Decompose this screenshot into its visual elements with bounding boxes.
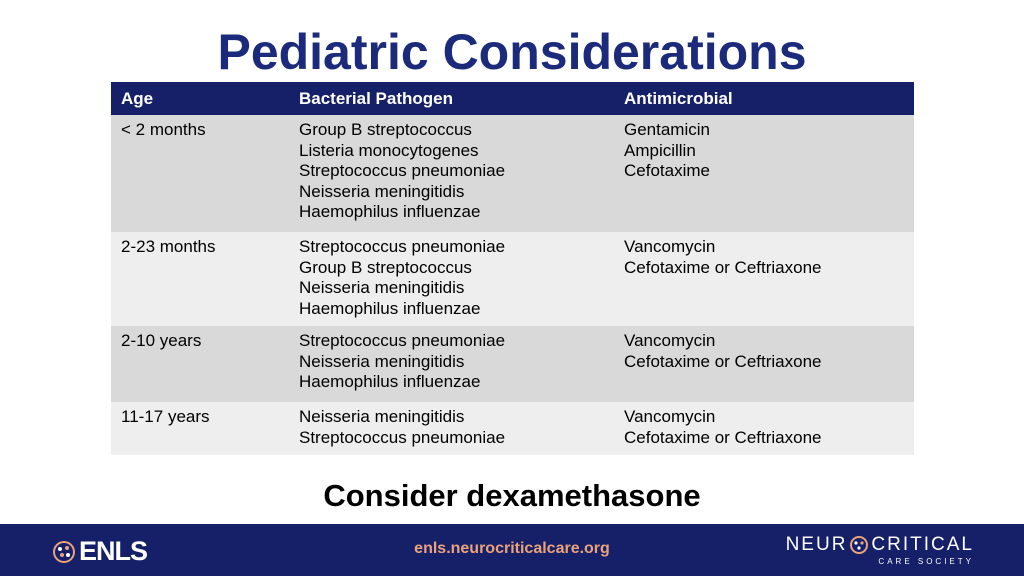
table-row	[111, 115, 914, 232]
antimicrobial-item: Gentamicin	[624, 120, 710, 139]
enls-logo-text: ENLS	[79, 536, 148, 566]
antimicrobial-item: Cefotaxime	[624, 161, 710, 180]
table-header-row	[111, 82, 914, 115]
pathogen-item: Haemophilus influenzae	[299, 298, 481, 318]
pathogen-item: Listeria monocytogenes	[299, 140, 479, 160]
header-antimicrobial: Antimicrobial	[614, 82, 914, 115]
antimicrobial-item: Ampicillin	[624, 140, 696, 160]
header-pathogen: Bacterial Pathogen	[289, 82, 614, 115]
antimicrobial-item: Cefotaxime or Ceftriaxone	[624, 257, 822, 277]
antimicrobial-item: Vancomycin	[624, 237, 716, 256]
antimicrobial-item: Cefotaxime or Ceftriaxone	[624, 351, 822, 371]
footer-url[interactable]: enls.neurocriticalcare.org	[414, 540, 610, 557]
pathogen-item: Neisseria meningitidis	[299, 407, 465, 426]
antimicrobial-item: Vancomycin	[624, 407, 716, 426]
pathogen-item: Group B streptococcus	[299, 257, 472, 277]
pathogen-item: Haemophilus influenzae	[299, 372, 481, 391]
antimicrobial-cell	[614, 232, 914, 326]
pathogen-cell	[289, 326, 614, 402]
table-row	[111, 232, 914, 326]
pathogen-item: Group B streptococcus	[299, 120, 472, 139]
pediatric-table	[111, 82, 914, 455]
age-cell: < 2 months	[121, 120, 206, 139]
age-cell: 11-17 years	[121, 407, 210, 426]
pathogen-cell	[289, 232, 614, 326]
antimicrobial-cell	[614, 326, 914, 402]
slide-title: Pediatric Considerations	[217, 24, 807, 80]
pathogen-item: Neisseria meningitidis	[299, 181, 465, 201]
footer-bar	[0, 524, 1024, 576]
antimicrobial-cell	[614, 402, 914, 455]
age-cell: 2-10 years	[121, 331, 202, 350]
pathogen-item: Streptococcus pneumoniae	[299, 427, 506, 447]
pathogen-item: Haemophilus influenzae	[299, 202, 481, 221]
pathogen-cell	[289, 402, 614, 455]
pathogen-item: Neisseria meningitidis	[299, 278, 465, 297]
pathogen-item: Neisseria meningitidis	[299, 351, 465, 371]
table-row	[111, 402, 914, 455]
ncs-logo-part1: NEUR	[785, 534, 848, 555]
pathogen-cell	[289, 115, 614, 232]
ncs-logo-part2: CRITICAL	[871, 534, 974, 555]
pathogen-item: Streptococcus pneumoniae	[299, 237, 506, 256]
antimicrobial-cell	[614, 115, 914, 232]
pathogen-item: Streptococcus pneumoniae	[299, 331, 506, 350]
age-cell: 2-23 months	[121, 237, 216, 256]
ncs-logo-subtitle: CARE SOCIETY	[878, 557, 974, 566]
table-row	[111, 326, 914, 402]
pathogen-item: Streptococcus pneumoniae	[299, 161, 506, 180]
antimicrobial-item: Vancomycin	[624, 331, 716, 350]
antimicrobial-item: Cefotaxime or Ceftriaxone	[624, 427, 822, 447]
header-age: Age	[111, 82, 289, 115]
brain-o-icon	[849, 535, 869, 555]
dexamethasone-note: Consider dexamethasone	[323, 478, 701, 513]
ncs-logo	[786, 534, 974, 566]
